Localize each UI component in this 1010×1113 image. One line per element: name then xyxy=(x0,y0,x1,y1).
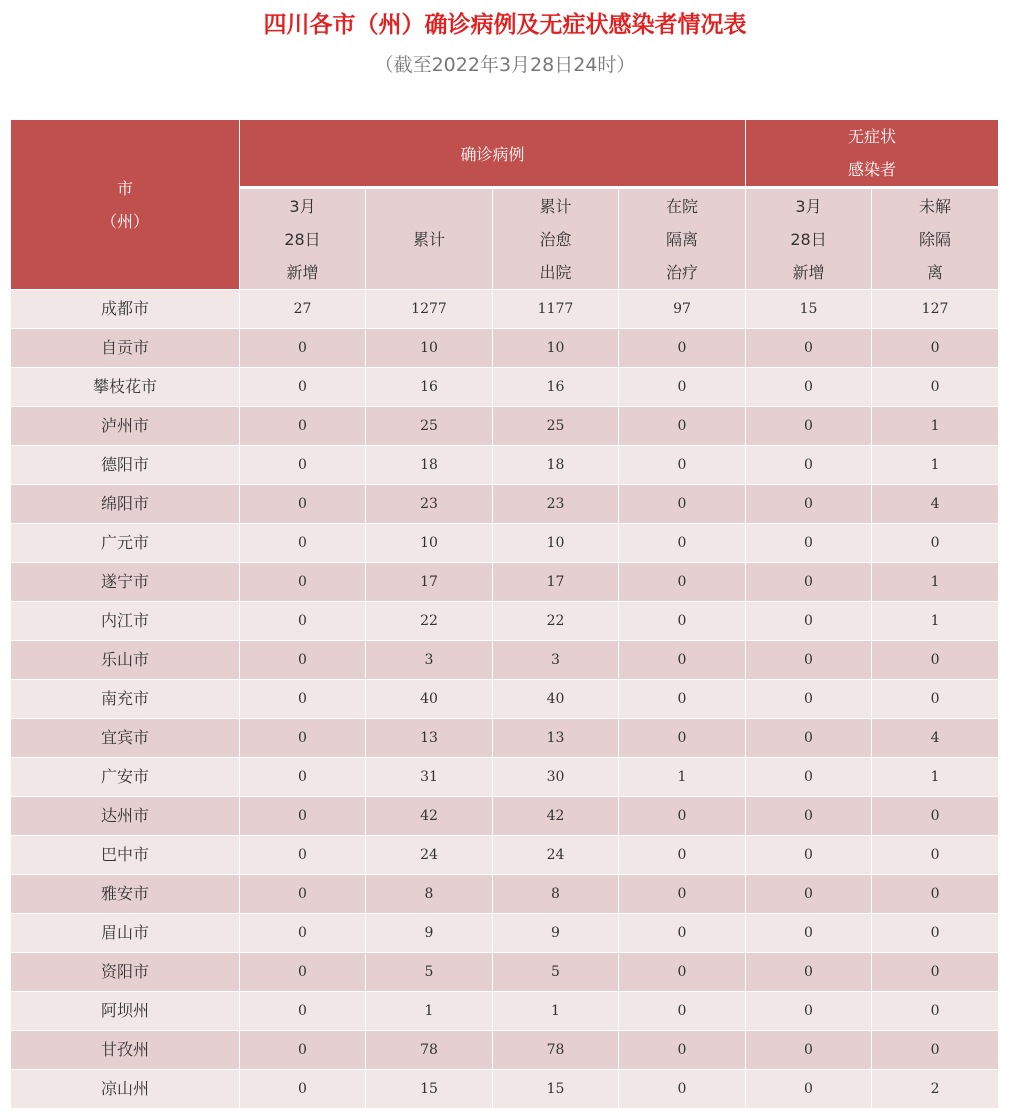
col-asymptomatic-new-cell: 0 xyxy=(746,1031,872,1070)
city-name-cell: 眉山市 xyxy=(11,914,240,953)
col-in-hospital-cell: 0 xyxy=(619,524,746,563)
city-name-cell: 攀枝花市 xyxy=(11,368,240,407)
col-asymptomatic-new-header-line: 新增 xyxy=(792,262,825,282)
col-asymptomatic-new-cell: 0 xyxy=(746,446,872,485)
confirmed-group-header xyxy=(240,120,746,189)
col-confirmed-new-cell: 0 xyxy=(240,797,366,836)
col-asymptomatic-isolated-cell: 1 xyxy=(872,602,999,641)
col-in-hospital-cell: 0 xyxy=(619,563,746,602)
table-row xyxy=(11,836,999,875)
asymptomatic-header-line2: 感染者 xyxy=(848,160,897,179)
city-header xyxy=(11,120,240,290)
col-in-hospital-cell: 97 xyxy=(619,290,746,329)
col-asymptomatic-new-cell: 15 xyxy=(746,290,872,329)
col-cured-discharged-cell: 18 xyxy=(493,446,619,485)
city-name-cell: 广元市 xyxy=(11,524,240,563)
table-row xyxy=(11,719,999,758)
col-in-hospital-cell: 0 xyxy=(619,407,746,446)
col-asymptomatic-isolated-cell: 0 xyxy=(872,914,999,953)
col-confirmed-new-cell: 0 xyxy=(240,368,366,407)
col-in-hospital-cell: 0 xyxy=(619,680,746,719)
col-confirmed-new-header xyxy=(240,189,366,290)
col-asymptomatic-new-cell: 0 xyxy=(746,1070,872,1109)
col-asymptomatic-isolated-cell: 1 xyxy=(872,758,999,797)
col-cured-discharged-header-line: 累计 xyxy=(539,196,572,216)
table-row xyxy=(11,368,999,407)
table-row xyxy=(11,797,999,836)
col-confirmed-total-cell: 42 xyxy=(366,797,493,836)
col-confirmed-new-cell: 0 xyxy=(240,1031,366,1070)
col-confirmed-new-cell: 0 xyxy=(240,680,366,719)
col-confirmed-total-cell: 40 xyxy=(366,680,493,719)
case-table xyxy=(11,120,999,1109)
col-in-hospital-cell: 0 xyxy=(619,1070,746,1109)
col-asymptomatic-isolated-cell: 0 xyxy=(872,680,999,719)
col-asymptomatic-isolated-cell: 0 xyxy=(872,1031,999,1070)
city-name-cell: 宜宾市 xyxy=(11,719,240,758)
col-confirmed-new-cell: 0 xyxy=(240,524,366,563)
col-asymptomatic-new-cell: 0 xyxy=(746,485,872,524)
col-confirmed-new-cell: 0 xyxy=(240,719,366,758)
col-confirmed-total-cell: 22 xyxy=(366,602,493,641)
col-cured-discharged-cell: 15 xyxy=(493,1070,619,1109)
col-cured-discharged-cell: 22 xyxy=(493,602,619,641)
col-asymptomatic-isolated-header-line: 未解 xyxy=(919,196,952,216)
col-confirmed-total-cell: 31 xyxy=(366,758,493,797)
col-asymptomatic-new-cell: 0 xyxy=(746,641,872,680)
col-confirmed-new-cell: 0 xyxy=(240,1070,366,1109)
col-asymptomatic-isolated-cell: 4 xyxy=(872,485,999,524)
col-cured-discharged-cell: 8 xyxy=(493,875,619,914)
col-confirmed-new-cell: 0 xyxy=(240,329,366,368)
col-asymptomatic-new-header-line: 28日 xyxy=(790,229,827,249)
table-row xyxy=(11,407,999,446)
asymptomatic-group-header xyxy=(746,120,999,189)
col-cured-discharged-cell: 10 xyxy=(493,524,619,563)
col-asymptomatic-isolated-cell: 0 xyxy=(872,368,999,407)
table-row xyxy=(11,1070,999,1109)
col-cured-discharged-cell: 16 xyxy=(493,368,619,407)
col-asymptomatic-isolated-cell: 0 xyxy=(872,992,999,1031)
col-cured-discharged-cell: 17 xyxy=(493,563,619,602)
col-cured-discharged-cell: 30 xyxy=(493,758,619,797)
col-confirmed-total-cell: 3 xyxy=(366,641,493,680)
col-asymptomatic-new-cell: 0 xyxy=(746,719,872,758)
col-confirmed-total-cell: 10 xyxy=(366,524,493,563)
col-confirmed-new-cell: 0 xyxy=(240,407,366,446)
col-asymptomatic-isolated-header-line: 除隔 xyxy=(919,229,952,249)
table-row xyxy=(11,992,999,1031)
col-asymptomatic-isolated-cell: 127 xyxy=(872,290,999,329)
city-name-cell: 资阳市 xyxy=(11,953,240,992)
table-row xyxy=(11,446,999,485)
col-cured-discharged-cell: 25 xyxy=(493,407,619,446)
col-in-hospital-cell: 0 xyxy=(619,368,746,407)
table-row xyxy=(11,641,999,680)
col-confirmed-total-cell: 5 xyxy=(366,953,493,992)
col-cured-discharged-cell: 10 xyxy=(493,329,619,368)
col-asymptomatic-new-cell: 0 xyxy=(746,407,872,446)
city-name-cell: 甘孜州 xyxy=(11,1031,240,1070)
table-row xyxy=(11,1031,999,1070)
col-confirmed-total-cell: 15 xyxy=(366,1070,493,1109)
col-confirmed-total-header-line: 累计 xyxy=(412,229,445,249)
col-cured-discharged-header-line: 治愈 xyxy=(539,229,572,249)
col-confirmed-new-cell: 0 xyxy=(240,758,366,797)
table-row xyxy=(11,914,999,953)
asymptomatic-header-line1: 无症状 xyxy=(848,127,897,146)
col-asymptomatic-new-cell: 0 xyxy=(746,524,872,563)
col-asymptomatic-new-cell: 0 xyxy=(746,680,872,719)
col-in-hospital-cell: 0 xyxy=(619,797,746,836)
col-in-hospital-cell: 0 xyxy=(619,875,746,914)
col-in-hospital-cell: 0 xyxy=(619,485,746,524)
table-row xyxy=(11,329,999,368)
confirmed-group-label: 确诊病例 xyxy=(460,144,525,164)
col-asymptomatic-new-cell: 0 xyxy=(746,992,872,1031)
col-asymptomatic-isolated-cell: 0 xyxy=(872,797,999,836)
col-asymptomatic-isolated-cell: 2 xyxy=(872,1070,999,1109)
col-confirmed-new-header-line: 新增 xyxy=(286,262,319,282)
city-name-cell: 广安市 xyxy=(11,758,240,797)
page-title: 四川各市（州）确诊病例及无症状感染者情况表 xyxy=(263,12,747,38)
col-asymptomatic-new-cell: 0 xyxy=(746,329,872,368)
col-confirmed-total-cell: 16 xyxy=(366,368,493,407)
city-name-cell: 遂宁市 xyxy=(11,563,240,602)
col-asymptomatic-new-cell: 0 xyxy=(746,875,872,914)
city-name-cell: 德阳市 xyxy=(11,446,240,485)
col-asymptomatic-isolated-cell: 4 xyxy=(872,719,999,758)
col-in-hospital-cell: 0 xyxy=(619,719,746,758)
col-confirmed-total-cell: 18 xyxy=(366,446,493,485)
col-in-hospital-cell: 0 xyxy=(619,602,746,641)
col-in-hospital-cell: 0 xyxy=(619,992,746,1031)
col-confirmed-new-cell: 27 xyxy=(240,290,366,329)
col-in-hospital-header xyxy=(619,189,746,290)
col-asymptomatic-isolated-cell: 0 xyxy=(872,641,999,680)
city-name-cell: 达州市 xyxy=(11,797,240,836)
col-asymptomatic-isolated-header-line: 离 xyxy=(927,262,944,282)
col-asymptomatic-new-header xyxy=(746,189,872,290)
col-in-hospital-cell: 0 xyxy=(619,641,746,680)
col-confirmed-new-header-line: 28日 xyxy=(284,229,321,249)
col-confirmed-new-cell: 0 xyxy=(240,485,366,524)
table-row xyxy=(11,758,999,797)
col-asymptomatic-new-cell: 0 xyxy=(746,953,872,992)
col-asymptomatic-new-cell: 0 xyxy=(746,836,872,875)
col-cured-discharged-cell: 42 xyxy=(493,797,619,836)
col-confirmed-new-cell: 0 xyxy=(240,875,366,914)
col-cured-discharged-cell: 1 xyxy=(493,992,619,1031)
col-cured-discharged-cell: 3 xyxy=(493,641,619,680)
col-asymptomatic-isolated-header xyxy=(872,189,999,290)
col-confirmed-new-cell: 0 xyxy=(240,953,366,992)
col-confirmed-total-cell: 17 xyxy=(366,563,493,602)
col-cured-discharged-cell: 5 xyxy=(493,953,619,992)
city-name-cell: 泸州市 xyxy=(11,407,240,446)
col-confirmed-total-cell: 8 xyxy=(366,875,493,914)
col-asymptomatic-isolated-cell: 0 xyxy=(872,836,999,875)
col-asymptomatic-new-cell: 0 xyxy=(746,797,872,836)
col-cured-discharged-cell: 40 xyxy=(493,680,619,719)
col-asymptomatic-new-header-line: 3月 xyxy=(795,196,822,216)
col-asymptomatic-isolated-cell: 1 xyxy=(872,407,999,446)
col-asymptomatic-isolated-cell: 1 xyxy=(872,563,999,602)
col-confirmed-total-cell: 23 xyxy=(366,485,493,524)
page-subtitle: （截至2022年3月28日24时） xyxy=(374,54,636,76)
col-cured-discharged-cell: 13 xyxy=(493,719,619,758)
table-row xyxy=(11,602,999,641)
col-asymptomatic-new-cell: 0 xyxy=(746,602,872,641)
col-confirmed-total-cell: 78 xyxy=(366,1031,493,1070)
col-confirmed-total-cell: 25 xyxy=(366,407,493,446)
col-cured-discharged-cell: 78 xyxy=(493,1031,619,1070)
col-in-hospital-cell: 1 xyxy=(619,758,746,797)
col-confirmed-new-cell: 0 xyxy=(240,992,366,1031)
table-row xyxy=(11,524,999,563)
col-asymptomatic-new-cell: 0 xyxy=(746,368,872,407)
city-header-line1: 市 xyxy=(116,178,133,198)
col-asymptomatic-isolated-cell: 0 xyxy=(872,953,999,992)
col-cured-discharged-cell: 1177 xyxy=(493,290,619,329)
col-in-hospital-header-line: 治疗 xyxy=(666,262,699,282)
city-name-cell: 凉山州 xyxy=(11,1070,240,1109)
col-confirmed-total-cell: 1277 xyxy=(366,290,493,329)
col-cured-discharged-cell: 24 xyxy=(493,836,619,875)
col-asymptomatic-isolated-cell: 0 xyxy=(872,329,999,368)
col-asymptomatic-isolated-cell: 0 xyxy=(872,524,999,563)
city-name-cell: 成都市 xyxy=(11,290,240,329)
col-cured-discharged-cell: 23 xyxy=(493,485,619,524)
table-row xyxy=(11,953,999,992)
city-name-cell: 阿坝州 xyxy=(11,992,240,1031)
col-in-hospital-cell: 0 xyxy=(619,1031,746,1070)
col-asymptomatic-isolated-cell: 0 xyxy=(872,875,999,914)
table-row xyxy=(11,680,999,719)
col-confirmed-total-cell: 1 xyxy=(366,992,493,1031)
city-name-cell: 自贡市 xyxy=(11,329,240,368)
col-cured-discharged-header xyxy=(493,189,619,290)
col-in-hospital-header-line: 在院 xyxy=(666,196,699,216)
col-asymptomatic-new-cell: 0 xyxy=(746,758,872,797)
col-in-hospital-cell: 0 xyxy=(619,836,746,875)
col-in-hospital-cell: 0 xyxy=(619,953,746,992)
table-row xyxy=(11,290,999,329)
city-name-cell: 雅安市 xyxy=(11,875,240,914)
col-in-hospital-header-line: 隔离 xyxy=(666,229,699,249)
col-asymptomatic-new-cell: 0 xyxy=(746,914,872,953)
col-cured-discharged-cell: 9 xyxy=(493,914,619,953)
city-name-cell: 南充市 xyxy=(11,680,240,719)
city-header-line2: （州） xyxy=(100,211,149,231)
col-confirmed-total-header xyxy=(366,189,493,290)
col-confirmed-new-cell: 0 xyxy=(240,602,366,641)
col-confirmed-total-cell: 9 xyxy=(366,914,493,953)
col-confirmed-new-cell: 0 xyxy=(240,836,366,875)
table-row xyxy=(11,485,999,524)
col-confirmed-new-header-line: 3月 xyxy=(289,196,316,216)
col-cured-discharged-header-line: 出院 xyxy=(539,262,572,282)
col-confirmed-new-cell: 0 xyxy=(240,563,366,602)
col-in-hospital-cell: 0 xyxy=(619,329,746,368)
col-asymptomatic-new-cell: 0 xyxy=(746,563,872,602)
col-in-hospital-cell: 0 xyxy=(619,446,746,485)
col-confirmed-new-cell: 0 xyxy=(240,641,366,680)
city-name-cell: 内江市 xyxy=(11,602,240,641)
col-asymptomatic-isolated-cell: 1 xyxy=(872,446,999,485)
col-confirmed-total-cell: 13 xyxy=(366,719,493,758)
city-name-cell: 绵阳市 xyxy=(11,485,240,524)
city-name-cell: 乐山市 xyxy=(11,641,240,680)
table-row xyxy=(11,875,999,914)
col-confirmed-total-cell: 10 xyxy=(366,329,493,368)
col-confirmed-new-cell: 0 xyxy=(240,446,366,485)
table-row xyxy=(11,563,999,602)
city-name-cell: 巴中市 xyxy=(11,836,240,875)
col-in-hospital-cell: 0 xyxy=(619,914,746,953)
col-confirmed-new-cell: 0 xyxy=(240,914,366,953)
col-confirmed-total-cell: 24 xyxy=(366,836,493,875)
